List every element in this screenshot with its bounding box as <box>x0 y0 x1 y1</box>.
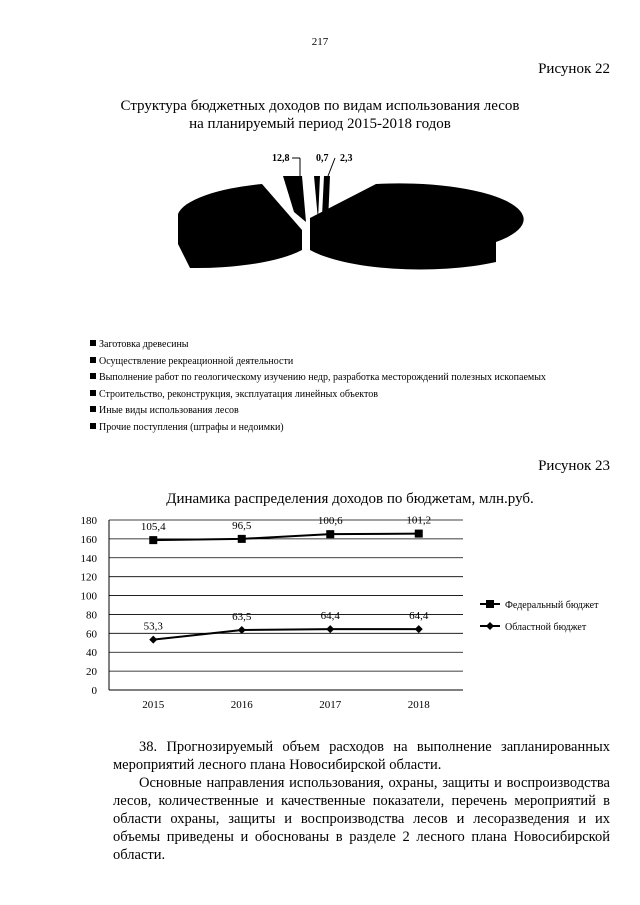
legend-marker-square <box>486 600 494 608</box>
x-tick-label: 2015 <box>142 699 165 711</box>
legend-swatch <box>90 406 96 412</box>
data-label: 63,5 <box>232 611 252 624</box>
legend-item <box>90 370 546 387</box>
legend-label: Прочие поступления (штрафы и недоимки) <box>99 421 284 433</box>
legend-item <box>90 420 546 437</box>
figure-22-title-line1: Структура бюджетных доходов по видам использования лесов <box>120 98 520 114</box>
x-tick-label: 2016 <box>230 699 253 711</box>
slice-label-0-7: 0,7 <box>316 153 329 164</box>
y-tick-label: 180 <box>80 515 97 527</box>
legend-item <box>90 387 546 404</box>
figure-22-label: Рисунок 22 <box>538 61 610 77</box>
legend-swatch <box>90 373 96 379</box>
slice-label-12-8: 12,8 <box>272 153 290 164</box>
data-label: 96,5 <box>232 519 252 532</box>
data-point-diamond <box>415 625 423 633</box>
data-label: 101,2 <box>406 514 432 527</box>
data-point-square <box>415 530 423 538</box>
legend-item <box>90 337 546 354</box>
paragraph-directions: Основные направления использования, охраны, защиты и воспроизводства лесов, количественные и качественные показатели, перечень мероприятий в области охраны, защиты и воспроизводства лесов и лесоразведения и их объемы приведены и обоснованы в разделе 2 лесного плана Новосибирской области. <box>113 775 610 863</box>
legend-label: Иные виды использования лесов <box>99 405 239 416</box>
legend-label: Федеральный бюджет <box>505 600 599 611</box>
y-tick-label: 160 <box>80 533 97 546</box>
legend-label: Строительство, реконструкция, эксплуатация линейных объектов <box>99 388 378 400</box>
y-tick-label: 60 <box>86 628 97 641</box>
slice-label-2-3: 2,3 <box>340 153 353 164</box>
data-point-square <box>149 536 157 544</box>
figure-22-title-line2: на планируемый период 2015-2018 годов <box>189 116 451 132</box>
y-tick-label: 0 <box>91 685 97 697</box>
data-point-diamond <box>149 636 157 644</box>
data-point-diamond <box>326 625 334 633</box>
legend-item <box>90 403 546 420</box>
legend-swatch <box>90 357 96 363</box>
series-line <box>153 629 419 639</box>
legend-swatch <box>90 390 96 396</box>
y-tick-label: 100 <box>80 590 97 603</box>
pie-slice-left <box>178 184 302 268</box>
y-tick-label: 20 <box>86 666 97 679</box>
leader-line <box>328 158 335 176</box>
figure-22-title <box>0 97 640 133</box>
data-label: 64,4 <box>409 610 429 623</box>
data-label: 64,4 <box>320 610 340 623</box>
y-tick-label: 140 <box>80 552 97 565</box>
data-point-square <box>238 535 246 543</box>
legend-label: Заготовка древесины <box>99 339 189 350</box>
y-tick-label: 80 <box>86 609 97 622</box>
x-tick-label: 2018 <box>407 699 430 711</box>
legend-item <box>90 354 546 371</box>
line-chart-title: Динамика распределения доходов по бюджетам, млн.руб. <box>166 491 534 507</box>
figure-23-label: Рисунок 23 <box>538 458 610 474</box>
legend-swatch <box>90 423 96 429</box>
legend-swatch <box>90 340 96 346</box>
line-chart <box>0 510 640 715</box>
x-tick-label: 2017 <box>319 699 342 711</box>
data-label: 105,4 <box>140 521 166 534</box>
data-point-diamond <box>238 626 246 634</box>
data-label: 53,3 <box>143 620 163 633</box>
legend-label: Областной бюджет <box>505 622 587 633</box>
paragraph-38: 38. Прогнозируемый объем расходов на выполнение запланированных мероприятий лесного плана Новосибирской области. <box>113 739 610 773</box>
y-tick-label: 40 <box>86 647 97 660</box>
y-tick-label: 120 <box>80 571 97 584</box>
data-point-square <box>326 530 334 538</box>
pie-chart <box>0 140 640 315</box>
data-label: 100,6 <box>317 515 343 528</box>
legend-label: Осуществление рекреационной деятельности <box>99 355 294 367</box>
pie-slice-large <box>310 183 524 269</box>
legend-marker-diamond <box>486 622 494 630</box>
pie-legend <box>90 337 546 436</box>
legend-label: Выполнение работ по геологическому изучению недр, разработка месторождений полезных ископаемых <box>99 372 546 383</box>
page-number: 217 <box>311 36 329 48</box>
